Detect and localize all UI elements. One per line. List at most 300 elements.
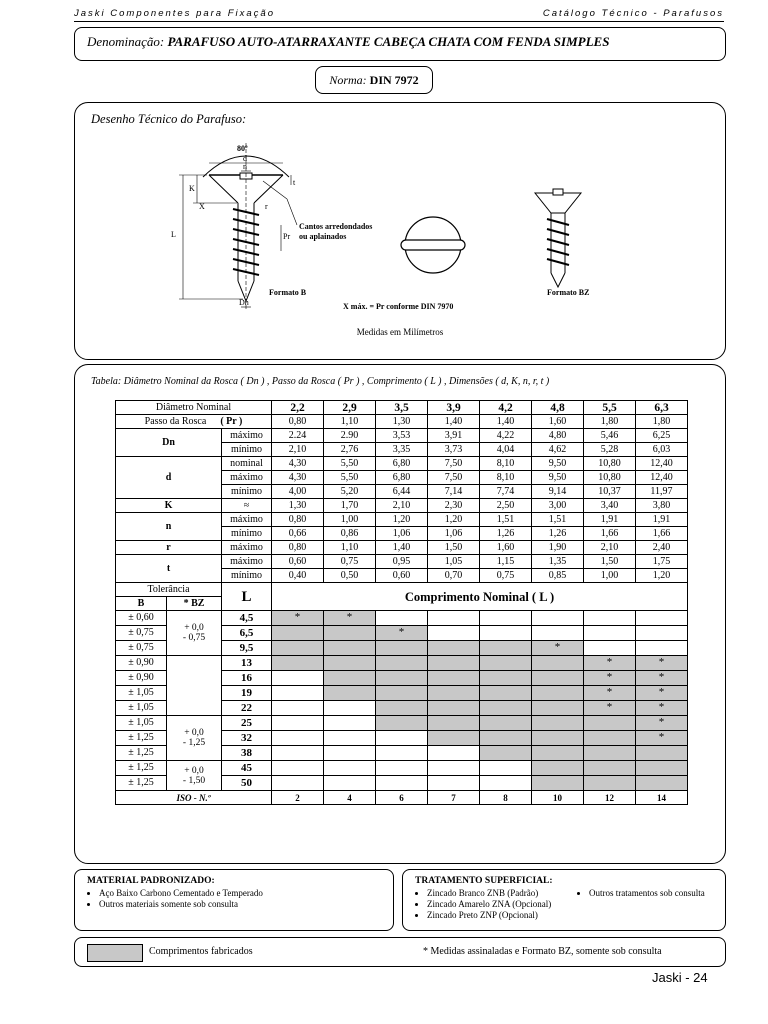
tol-bz-value <box>167 716 222 761</box>
passo-text: Passo da Rosca <box>144 415 207 427</box>
dim-value: 3,53 <box>376 429 428 443</box>
dim-sub-label: ≈ <box>222 499 272 513</box>
length-value: 19 <box>222 686 272 701</box>
iso-value: 12 <box>584 791 636 805</box>
dim-value: 0,60 <box>272 555 324 569</box>
table-row <box>116 429 688 443</box>
dim-value: 5,50 <box>324 471 376 485</box>
dim-value: 6,80 <box>376 457 428 471</box>
empty-cell <box>272 731 324 746</box>
dim-value: 2,50 <box>480 499 532 513</box>
consult-star: * <box>636 731 688 746</box>
fabricated-cell <box>428 731 480 746</box>
dim-value: 5,46 <box>584 429 636 443</box>
tol-bz-line: - 0,75 <box>182 633 206 643</box>
length-value: 25 <box>222 716 272 731</box>
tol-bz-line: + 0,0 <box>184 765 204 776</box>
fabricated-cell <box>324 626 376 641</box>
x-label: X <box>199 202 205 211</box>
table-row <box>116 555 688 569</box>
dim-value: 1,35 <box>532 555 584 569</box>
dim-value: 0,80 <box>272 541 324 555</box>
denominacao-box <box>74 27 726 61</box>
dim-value: 2,30 <box>428 499 480 513</box>
dim-value: 4,30 <box>272 457 324 471</box>
length-value: 32 <box>222 731 272 746</box>
dim-value: 10,80 <box>584 471 636 485</box>
dim-value: 1,06 <box>376 527 428 541</box>
drawing-title: Desenho Técnico do Parafuso: <box>91 112 247 126</box>
empty-cell <box>324 701 376 716</box>
tol-b-value: ± 0,75 <box>116 641 167 656</box>
empty-cell <box>376 611 428 626</box>
empty-cell <box>272 716 324 731</box>
consult-star: * <box>636 671 688 686</box>
empty-cell <box>584 611 636 626</box>
fabricated-cell <box>480 746 532 761</box>
tol-b-value: ± 1,25 <box>116 761 167 776</box>
fabricated-cell <box>584 716 636 731</box>
table-row <box>116 415 688 429</box>
size-header: 2,9 <box>324 401 376 415</box>
fabricated-cell <box>584 746 636 761</box>
cantos-label-2: ou aplainados <box>299 232 347 241</box>
dim-value: 0,70 <box>428 569 480 583</box>
tol-b-value: ± 1,05 <box>116 716 167 731</box>
empty-cell <box>376 746 428 761</box>
empty-cell <box>324 716 376 731</box>
length-value: 16 <box>222 671 272 686</box>
fabricated-cell <box>324 686 376 701</box>
dim-value: 5,50 <box>324 457 376 471</box>
dim-sub-label: mínimo <box>222 527 272 541</box>
d-label: d <box>243 154 247 163</box>
r-label: r <box>265 202 268 211</box>
empty-cell <box>272 671 324 686</box>
tol-b-value: ± 1,05 <box>116 686 167 701</box>
dim-value: 2.90 <box>324 429 376 443</box>
tol-bz-value <box>167 656 222 716</box>
passo-value: 0,80 <box>272 415 324 429</box>
empty-cell <box>272 776 324 791</box>
dim-value: 8,10 <box>480 471 532 485</box>
fabricated-cell <box>376 716 428 731</box>
legend-fabricados: Comprimentos fabricados <box>149 946 253 957</box>
dim-value: 6,44 <box>376 485 428 499</box>
table-row <box>116 583 688 597</box>
norma-label: Norma: <box>329 73 367 87</box>
fabricated-cell <box>584 731 636 746</box>
fabricated-cell <box>532 701 584 716</box>
dim-value: 1,50 <box>584 555 636 569</box>
dim-value: 1,66 <box>584 527 636 541</box>
fabricated-cell <box>324 641 376 656</box>
material-item: • Aço Baixo Carbono Cementado e Temperado <box>99 888 381 899</box>
fabricated-cell <box>532 716 584 731</box>
l-label: L <box>171 230 176 239</box>
iso-value: 7 <box>428 791 480 805</box>
iso-value: 10 <box>532 791 584 805</box>
dim-value: 3,80 <box>636 499 688 513</box>
tol-bz-line: - 1,50 <box>182 775 206 786</box>
empty-cell <box>324 761 376 776</box>
diametro-label: Diâmetro Nominal <box>116 401 272 415</box>
passo-value: 1,30 <box>376 415 428 429</box>
formato-b-label: Formato B <box>269 288 307 297</box>
fabricated-cell <box>480 641 532 656</box>
fabricated-cell <box>636 761 688 776</box>
size-header: 6,3 <box>636 401 688 415</box>
dim-value: 1,26 <box>480 527 532 541</box>
consult-star: * <box>636 656 688 671</box>
fabricated-cell <box>324 671 376 686</box>
fabricated-cell <box>480 731 532 746</box>
empty-cell <box>324 746 376 761</box>
dim-group-label: d <box>116 457 222 499</box>
dimensions-table <box>115 400 688 805</box>
fabricated-cell <box>376 686 428 701</box>
dim-value: 1,20 <box>376 513 428 527</box>
dim-value: 7,50 <box>428 457 480 471</box>
dim-value: 9,50 <box>532 471 584 485</box>
b-header: B <box>116 597 167 611</box>
fabricated-cell <box>428 716 480 731</box>
table-row <box>116 457 688 471</box>
gray-swatch <box>87 944 143 962</box>
header-right: Catálogo Técnico - Parafusos <box>542 8 724 19</box>
iso-value: 8 <box>480 791 532 805</box>
length-value: 9,5 <box>222 641 272 656</box>
empty-cell <box>584 626 636 641</box>
formato-b-screw <box>179 143 297 311</box>
fabricated-cell <box>532 761 584 776</box>
tol-bz-line: + 0,0 <box>184 623 204 633</box>
empty-cell <box>480 626 532 641</box>
dim-sub-label: mínimo <box>222 569 272 583</box>
fabricated-cell <box>532 731 584 746</box>
legend-note: * Medidas assinaladas e Formato BZ, somente sob consulta <box>423 946 662 957</box>
fabricated-cell <box>584 761 636 776</box>
dim-sub-label: nominal <box>222 457 272 471</box>
dim-value: 5,28 <box>584 443 636 457</box>
table-row <box>116 791 688 805</box>
empty-cell <box>428 746 480 761</box>
iso-value: 14 <box>636 791 688 805</box>
fabricated-cell <box>480 656 532 671</box>
table-row <box>116 513 688 527</box>
length-value: 50 <box>222 776 272 791</box>
passo-value: 1,80 <box>636 415 688 429</box>
length-value: 13 <box>222 656 272 671</box>
empty-cell <box>584 641 636 656</box>
fabricated-cell <box>480 701 532 716</box>
fabricated-cell <box>584 776 636 791</box>
iso-value: 6 <box>376 791 428 805</box>
dim-value: 8,10 <box>480 457 532 471</box>
passo-label <box>116 415 272 429</box>
legend-box <box>74 937 726 967</box>
fabricated-cell <box>532 746 584 761</box>
passo-value: 1,40 <box>480 415 532 429</box>
table-caption: Tabela: Diâmetro Nominal da Rosca ( Dn ) , Passo da Rosca ( Pr ) , Comprimento ( L ) , Dimensões ( d, K, n, r, t ) <box>91 376 550 387</box>
dim-sub-label: máximo <box>222 541 272 555</box>
empty-cell <box>636 641 688 656</box>
dim-group-label: Dn <box>116 429 222 457</box>
header-rule <box>74 21 724 22</box>
t-label: t <box>293 178 296 187</box>
dim-value: 4,62 <box>532 443 584 457</box>
iso-value: 2 <box>272 791 324 805</box>
size-header: 4,2 <box>480 401 532 415</box>
passo-symbol: ( Pr ) <box>220 415 243 427</box>
iso-label: ISO - N.º <box>116 791 272 805</box>
consult-star: * <box>584 671 636 686</box>
units-note: Medidas em Milímetros <box>356 327 444 337</box>
consult-star: * <box>636 701 688 716</box>
consult-star: * <box>584 701 636 716</box>
n-label: n <box>243 162 247 171</box>
dim-sub-label: mínimo <box>222 485 272 499</box>
empty-cell <box>272 761 324 776</box>
consult-star: * <box>636 716 688 731</box>
dim-value: 1,51 <box>480 513 532 527</box>
fabricated-cell <box>428 641 480 656</box>
fabricated-cell <box>480 671 532 686</box>
passo-value: 1,60 <box>532 415 584 429</box>
tratamento-item: • Zincado Amarelo ZNA (Opcional) <box>427 899 713 910</box>
head-top-view <box>401 217 465 273</box>
denominacao-label: Denominação: <box>87 34 165 49</box>
fabricated-cell <box>532 686 584 701</box>
empty-cell <box>324 776 376 791</box>
dim-value: 1,15 <box>480 555 532 569</box>
size-header: 3,5 <box>376 401 428 415</box>
dim-value: 1,00 <box>324 513 376 527</box>
size-header: 4,8 <box>532 401 584 415</box>
fabricated-cell <box>532 671 584 686</box>
dim-value: 1,90 <box>532 541 584 555</box>
length-value: 4,5 <box>222 611 272 626</box>
dim-value: 0,50 <box>324 569 376 583</box>
consult-star: * <box>584 656 636 671</box>
dim-group-label: t <box>116 555 222 583</box>
dim-value: 1,50 <box>428 541 480 555</box>
fabricated-cell <box>428 686 480 701</box>
tol-b-value: ± 0,90 <box>116 656 167 671</box>
table-row <box>116 716 688 731</box>
empty-cell <box>428 611 480 626</box>
dim-value: 12,40 <box>636 457 688 471</box>
formato-bz-label: Formato BZ <box>547 288 590 297</box>
fabricated-cell <box>480 716 532 731</box>
fabricated-cell <box>532 776 584 791</box>
dim-value: 3,91 <box>428 429 480 443</box>
dim-value: 1,05 <box>428 555 480 569</box>
dim-value: 2,76 <box>324 443 376 457</box>
denominacao-value: PARAFUSO AUTO-ATARRAXANTE CABEÇA CHATA COM FENDA SIMPLES <box>167 34 610 49</box>
material-box <box>74 869 394 931</box>
table-row <box>116 611 688 626</box>
empty-cell <box>376 731 428 746</box>
dim-group-label: K <box>116 499 222 513</box>
passo-value: 1,10 <box>324 415 376 429</box>
screw-drawing <box>163 141 639 321</box>
dim-value: 1,10 <box>324 541 376 555</box>
dim-value: 4,04 <box>480 443 532 457</box>
dim-value: 12,40 <box>636 471 688 485</box>
dim-value: 0,95 <box>376 555 428 569</box>
tol-b-value: ± 1,05 <box>116 701 167 716</box>
dim-value: 1,06 <box>428 527 480 541</box>
dim-value: 3,35 <box>376 443 428 457</box>
fabricated-cell <box>376 671 428 686</box>
dim-value: 6,80 <box>376 471 428 485</box>
empty-cell <box>272 701 324 716</box>
table-row <box>116 656 688 671</box>
length-value: 6,5 <box>222 626 272 641</box>
l-header: L <box>222 583 272 611</box>
empty-cell <box>480 761 532 776</box>
empty-cell <box>636 611 688 626</box>
dim-value: 7,50 <box>428 471 480 485</box>
length-value: 22 <box>222 701 272 716</box>
dim-value: 10,80 <box>584 457 636 471</box>
tol-b-value: ± 0,90 <box>116 671 167 686</box>
dim-sub-label: máximo <box>222 429 272 443</box>
fabricated-cell <box>636 776 688 791</box>
tol-b-value: ± 0,60 <box>116 611 167 626</box>
tol-bz-line: + 0,0 <box>184 728 204 738</box>
dim-value: 0,85 <box>532 569 584 583</box>
dim-value: 6,25 <box>636 429 688 443</box>
comprimento-header: Comprimento Nominal ( L ) <box>272 583 688 611</box>
header-left: Jaski Componentes para Fixação <box>74 8 275 19</box>
cantos-label-1: Cantos arredondados <box>299 222 373 231</box>
tratamento-box <box>402 869 726 931</box>
dim-value: 1,75 <box>636 555 688 569</box>
dim-value: 1,91 <box>584 513 636 527</box>
table-row <box>116 761 688 776</box>
dim-value: 4,00 <box>272 485 324 499</box>
xmax-label: X máx. = Pr conforme DIN 7970 <box>343 302 454 311</box>
table-row <box>116 541 688 555</box>
dim-value: 7,14 <box>428 485 480 499</box>
tol-b-value: ± 1,25 <box>116 731 167 746</box>
fabricated-cell <box>428 656 480 671</box>
dim-value: 1,66 <box>636 527 688 541</box>
dim-value: 3,40 <box>584 499 636 513</box>
dim-value: 3,73 <box>428 443 480 457</box>
length-value: 45 <box>222 761 272 776</box>
norma-box <box>315 66 433 94</box>
fabricated-cell <box>428 671 480 686</box>
tolerancia-label: Tolerância <box>116 583 222 597</box>
table-row <box>116 499 688 513</box>
norma-value: DIN 7972 <box>369 73 419 87</box>
consult-star: * <box>376 626 428 641</box>
dim-value: 4,22 <box>480 429 532 443</box>
dim-value: 0,60 <box>376 569 428 583</box>
empty-cell <box>480 776 532 791</box>
consult-star: * <box>532 641 584 656</box>
dim-value: 9,50 <box>532 457 584 471</box>
dim-sub-label: máximo <box>222 513 272 527</box>
material-title: MATERIAL PADRONIZADO: <box>87 876 215 886</box>
dim-value: 10,37 <box>584 485 636 499</box>
empty-cell <box>532 611 584 626</box>
dim-value: 1,00 <box>584 569 636 583</box>
table-row <box>116 401 688 415</box>
tol-b-value: ± 0,75 <box>116 626 167 641</box>
dim-value: 1,26 <box>532 527 584 541</box>
tol-b-value: ± 1,25 <box>116 776 167 791</box>
dim-value: 0,80 <box>272 513 324 527</box>
iso-value: 4 <box>324 791 376 805</box>
dim-value: 0,40 <box>272 569 324 583</box>
angle-label: 80º <box>237 144 248 153</box>
size-header: 3,9 <box>428 401 480 415</box>
empty-cell <box>272 686 324 701</box>
dim-value: 4,80 <box>532 429 584 443</box>
empty-cell <box>376 761 428 776</box>
dim-value: 5,20 <box>324 485 376 499</box>
fabricated-cell <box>376 701 428 716</box>
dim-value: 2,10 <box>376 499 428 513</box>
dim-value: 0,66 <box>272 527 324 541</box>
dim-value: 0,86 <box>324 527 376 541</box>
dim-value: 1,20 <box>428 513 480 527</box>
dim-sub-label: máximo <box>222 471 272 485</box>
empty-cell <box>428 761 480 776</box>
empty-cell <box>480 611 532 626</box>
dn-label: Dn <box>239 298 249 307</box>
tratamento-item: • Zincado Branco ZNB (Padrão) <box>427 888 713 899</box>
tol-bz-value <box>167 611 222 656</box>
tratamento-title: TRATAMENTO SUPERFICIAL: <box>415 876 553 886</box>
dim-value: 9,14 <box>532 485 584 499</box>
passo-value: 1,40 <box>428 415 480 429</box>
dim-value: 0,75 <box>324 555 376 569</box>
dim-sub-label: mínimo <box>222 443 272 457</box>
dim-value: 1,51 <box>532 513 584 527</box>
dim-value: 3,00 <box>532 499 584 513</box>
dim-group-label: r <box>116 541 222 555</box>
tol-bz-line: - 1,25 <box>182 738 206 748</box>
passo-value: 1,80 <box>584 415 636 429</box>
fabricated-cell <box>532 656 584 671</box>
consult-star: * <box>272 611 324 626</box>
empty-cell <box>636 626 688 641</box>
pr-label: Pr <box>283 232 291 241</box>
fabricated-cell <box>272 641 324 656</box>
empty-cell <box>324 731 376 746</box>
dim-value: 1,91 <box>636 513 688 527</box>
bz-header: * BZ <box>167 597 222 611</box>
empty-cell <box>376 776 428 791</box>
dim-value: 11,97 <box>636 485 688 499</box>
dim-value: 2,40 <box>636 541 688 555</box>
dim-value: 1,70 <box>324 499 376 513</box>
fabricated-cell <box>428 701 480 716</box>
fabricated-cell <box>272 656 324 671</box>
length-value: 38 <box>222 746 272 761</box>
size-header: 5,5 <box>584 401 636 415</box>
material-item: • Outros materiais somente sob consulta <box>99 899 381 910</box>
dim-value: 0,75 <box>480 569 532 583</box>
empty-cell <box>428 626 480 641</box>
dim-value: 1,40 <box>376 541 428 555</box>
formato-bz-screw <box>535 189 581 287</box>
